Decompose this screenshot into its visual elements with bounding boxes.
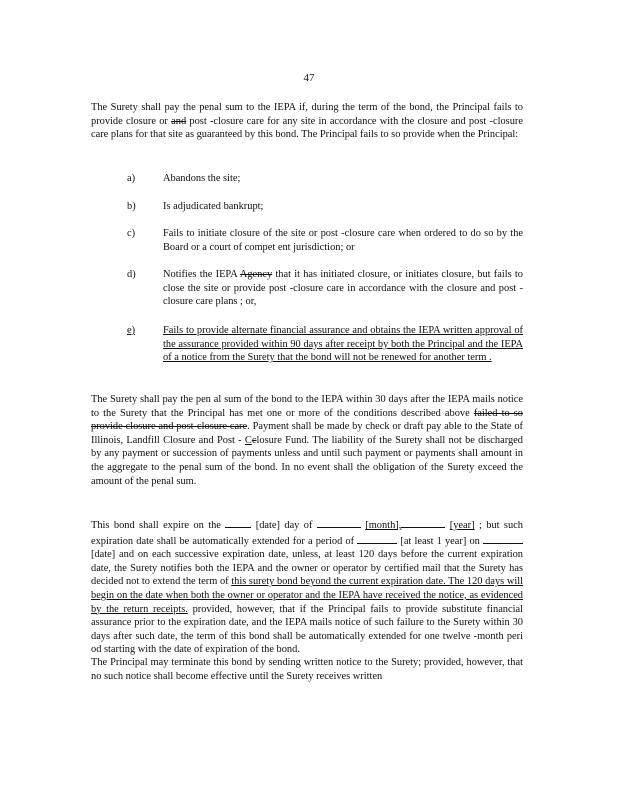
list-marker: d) (127, 269, 136, 280)
placeholder-year: [year] (449, 520, 475, 531)
blank-line (483, 533, 523, 544)
list-item-text (163, 268, 523, 309)
inserted-text: Fails to provide alternate financial assurance and obtains the IEPA written approval of the assurance provided within 90 days after receipt by both the Principal and the IEPA of a notice from the Surety that the bond will not be renewed for another term . (163, 325, 523, 364)
paragraph-text: [date] and on each successive expiration date, unless, at least 120 days before the current expiration date, the Surety notifies both the IEPA and the owner or operator by certified mail that the Surety has decided not to extend the term of (91, 549, 523, 588)
struck-text: Agency (239, 269, 273, 280)
paragraph-text: but such expiration date shall be automatically extended for a period of (91, 520, 523, 547)
item-text-part: Notifies the IEPA (163, 269, 238, 280)
blank-line (225, 517, 251, 528)
list-marker: e) (127, 325, 136, 336)
paragraph-surety-obligation (91, 101, 523, 142)
paragraph-text: . Payment shall be made by check or draft pay able to the State of Illinois, Landfill Closure and Post - (91, 421, 523, 446)
page-number: 47 (303, 72, 315, 84)
paragraph-text: provided, however, that if the Principal fails to provide substitute financial assurance prior to the expiration date, and the IEPA mails notice of such failure to the Surety within 30 days after such date, the term of this bond shall be automatically extended for one twelve -month peri od starting with the date of expiration of the bond. (91, 603, 523, 656)
struck-text: failed to so provide closure and post-closure care (91, 407, 523, 433)
paragraph-text: This bond shall expire on the (91, 520, 221, 531)
struck-text: and (171, 115, 187, 127)
list-marker: c) (127, 228, 136, 239)
paragraph-text: The Surety shall pay the penal sum to the IEPA if, during the term of the bond, the Principal fails to provide closure or (91, 102, 523, 127)
paragraph-text: post -closure care for any site in accordance with the closure and post -closure care plans for that site as guaranteed by this bond. The Principal fails to so provide when the Principal: (91, 115, 523, 141)
list-item-text: Abandons the site; (163, 173, 241, 184)
blank-line (317, 517, 361, 528)
paragraph-text: day of (284, 520, 313, 531)
placeholder-period: [at least 1 year] (400, 535, 467, 547)
placeholder-date: [date] (255, 520, 280, 531)
list-marker: b) (127, 201, 136, 212)
placeholder-month: [month], (365, 520, 402, 531)
paragraph-termination: The Principal may terminate this bond by sending written notice to the Surety; provided, however, that no such notice shall become effective until the Surety receives written (91, 657, 523, 682)
list-item-text: Is adjudicated bankrupt; (163, 201, 264, 212)
paragraph-text: ; (478, 520, 482, 531)
item-text-part: that it has initiated closure, or initiates closure, but fails to close the site or provide post -closure care in accordance with the closure and post -closure care plans ; or, (163, 269, 523, 308)
paragraph-payment (91, 393, 523, 488)
paragraph-text: The Surety shall pay the pen al sum of the bond to the IEPA within 30 days after the IEPA mails notice to the Surety that the Principal has met one or more of the conditions described above (91, 394, 523, 419)
paragraph-text: losure Fund. The liability of the Surety shall not be discharged by any payment or succession of payments unless and until such payment or payments shall amount in the aggregate to the penal sum of the bond. In no event shall the obligation of the Surety exceed the amount of the penal sum. (91, 434, 523, 487)
inserted-text: C (244, 434, 252, 446)
list-marker: a) (127, 173, 136, 184)
paragraph-text: on (469, 535, 480, 547)
blank-line (401, 517, 445, 528)
struck-text: c (251, 434, 257, 446)
list-item-text: Fails to initiate closure of the site or post -closure care when ordered to do so by the Board or a court of compet ent jurisdiction; or (163, 228, 523, 253)
blank-line (357, 533, 397, 544)
paragraph-expiration (91, 517, 523, 657)
inserted-text: this surety bond beyond the current expiration date. The 120 days will begin on the date when both the owner or operator and the IEPA have received the notice, as evidenced by the return receipts. (91, 576, 524, 615)
